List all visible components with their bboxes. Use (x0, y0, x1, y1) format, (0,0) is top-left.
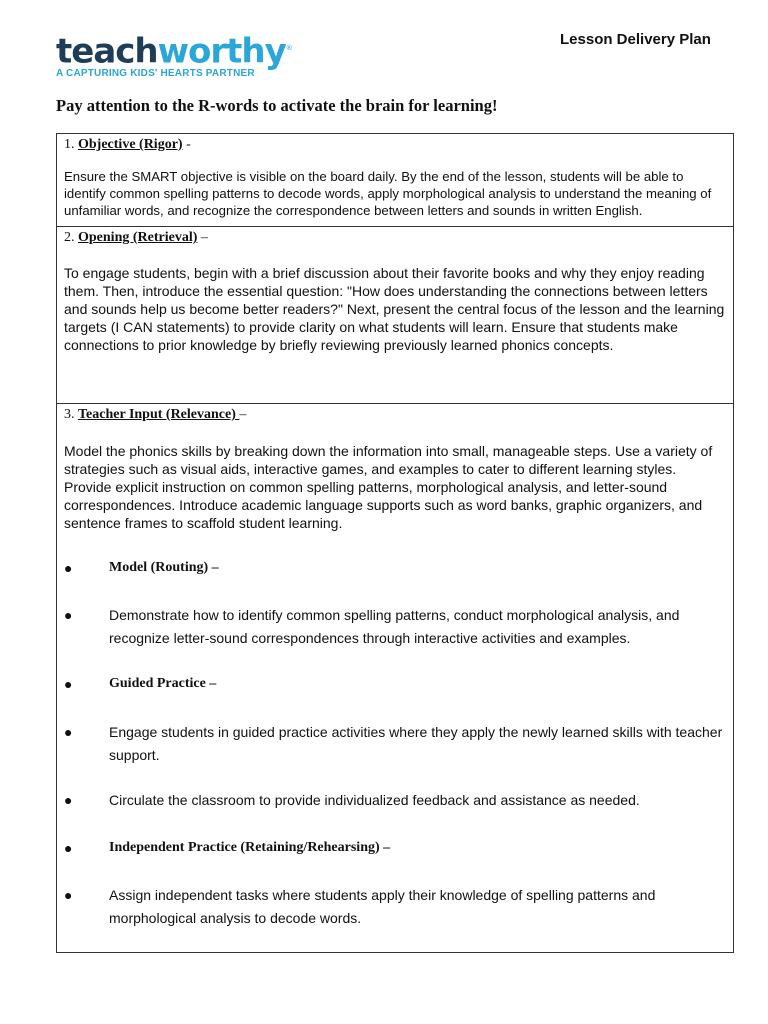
section-title: 1. Objective (Rigor) - (64, 137, 191, 152)
section-opening (57, 227, 733, 404)
bullet-icon: ● (64, 607, 73, 623)
bullet-heading: ● Independent Practice (Retaining/Rehearsing) – (64, 840, 391, 856)
section-objective (57, 134, 733, 227)
bullet-item: ● Demonstrate how to identify common spelling patterns, conduct morphological analysis, and recognize letter-sound correspondences through interactive activities and examples. (64, 604, 726, 650)
logo-wordmark: teachworthy® (56, 31, 292, 72)
bullet-icon: ● (64, 792, 73, 808)
document-title: Lesson Delivery Plan (560, 31, 711, 48)
bullet-item: ● Circulate the classroom to provide individualized feedback and assistance as needed. (64, 789, 726, 812)
bullet-icon: ● (64, 887, 73, 903)
section-title: 2. Opening (Retrieval) – (64, 230, 208, 245)
lesson-plan-table (56, 133, 734, 953)
teachworthy-logo (56, 30, 292, 80)
section-body: To engage students, begin with a brief discussion about their favorite books and why they enjoy reading them. Then, introduce the essential question: "How does understanding the connections between letters and sounds help us become better readers?" Next, present the central focus of the lesson and the learning targets (I CAN statements) to provide clarity on what students will learn. Ensure that students make connections to prior knowledge by briefly reviewing previously learned phonics concepts. (64, 265, 725, 353)
section-body: Ensure the SMART objective is visible on the board daily. By the end of the lesson, students will be able to identify common spelling patterns to decode words, apply morphological analysis to understand the meaning of unfamiliar words, and recognize the correspondence between letters and sounds in written English. (64, 169, 712, 218)
bullet-icon: ● (64, 724, 73, 740)
bullet-item: ● Assign independent tasks where students apply their knowledge of spelling patterns and morphological analysis to decode words. (64, 884, 726, 930)
bullet-heading: ● Model (Routing) – (64, 560, 219, 576)
bullet-icon: ● (64, 840, 73, 856)
section-title: 3. Teacher Input (Relevance) – (64, 407, 247, 422)
bullet-heading: ● Guided Practice – (64, 676, 217, 692)
section-body: Model the phonics skills by breaking down the information into small, manageable steps. Use a variety of strategies such as visual aids, interactive games, and examples to cater to different learning styles. Provide explicit instruction on common spelling patterns, morphological analysis, and letter-sound correspondences. Introduce academic language supports such as word banks, graphic organizers, and sentence frames to scaffold student learning. (64, 443, 713, 531)
page-heading: Pay attention to the R-words to activate the brain for learning! (56, 96, 498, 115)
section-teacher-input (57, 404, 733, 952)
bullet-icon: ● (64, 676, 73, 692)
bullet-item: ● Engage students in guided practice activities where they apply the newly learned skills with teacher support. (64, 721, 726, 767)
bullet-icon: ● (64, 560, 73, 576)
logo-tagline: A CAPTURING KIDS' HEARTS PARTNER (56, 68, 255, 80)
